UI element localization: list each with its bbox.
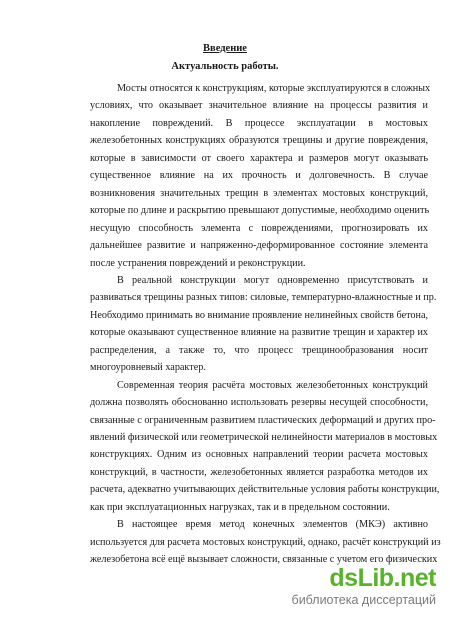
watermark-logo: dsLib.net: [329, 564, 436, 592]
text-line: Необходимо принимать во внимание проявление нелинейных свойств бетона,: [90, 309, 429, 321]
watermark: [236, 565, 436, 607]
text-line: многоуровневый характер.: [90, 362, 206, 374]
text-line: В настоящее время метод конечных элементов (МКЭ) активно: [117, 519, 428, 531]
text-line: конструкций, в частности, железобетонных является разработка методов их: [90, 466, 428, 478]
text-line: после устранения повреждений и реконструкции.: [90, 257, 306, 269]
text-line: которые по длине и раскрытию превышают допустимые, необходимо оценить: [90, 205, 430, 217]
text-line: железобетонных конструкциях образуются трещины и другие повреждения,: [90, 135, 428, 147]
text-line: дальнейшее развитие и напряженно-деформированное состояние элемента: [90, 240, 428, 252]
text-line: связанные с ограниченным развитием пластических деформаций и других про-: [90, 414, 436, 426]
text-line: расчета, адекватно учитывающих действительные условия работы конструкции,: [90, 484, 440, 496]
section-heading: Введение: [203, 43, 247, 54]
section-subheading: Актуальность работы.: [171, 61, 279, 72]
text-line: распределения, а также то, что процесс трещинообразования носит: [90, 344, 428, 356]
text-line: конструкциях. Одним из основных направлений теории расчета мостовых: [90, 449, 428, 461]
text-line: В реальной конструкции могут одновременно присутствовать и: [117, 274, 428, 286]
text-line: должна позволять обоснованно использовать резервы несущей способности,: [90, 397, 428, 409]
watermark-subtitle: библиотека диссертаций: [291, 593, 436, 607]
text-line: Мосты относятся к конструкциям, которые эксплуатируются в сложных: [117, 83, 431, 94]
text-line: условиях, что оказывает значительное влияние на процессы развития и: [90, 100, 428, 112]
text-line: используется для расчета мостовых конструкций, однако, расчёт конструкций из: [90, 536, 441, 548]
text-line: несущую способность элемента с повреждениями, прогнозировать их: [90, 222, 428, 234]
text-line: накопление повреждений. В процессе эксплуатации в мостовых: [90, 117, 428, 129]
text-line: которые в зависимости от своего характера и размеров могут оказывать: [90, 152, 428, 164]
text-line: возникновения значительных трещин в элементах мостовых конструкций,: [90, 187, 428, 199]
text-line: Современная теория расчёта мостовых железобетонных конструкций: [117, 379, 428, 391]
text-line: как при эксплуатационных нагрузках, так и в предельном состоянии.: [90, 501, 390, 513]
text-line: развиваться трещины разных типов: силовые, температурно-влажностные и пр.: [90, 292, 437, 304]
text-line: существенное влияние на их прочность и долговечность. В случае: [90, 170, 428, 182]
text-line: явлений физической или геометрической нелинейности материалов в мостовых: [90, 432, 438, 443]
text-line: которые оказывают существенное влияние на развитие трещин и характер их: [90, 327, 428, 339]
text-line: железобетона всё ещё вызывает сложности, связанные с учетом его физических: [90, 554, 438, 566]
